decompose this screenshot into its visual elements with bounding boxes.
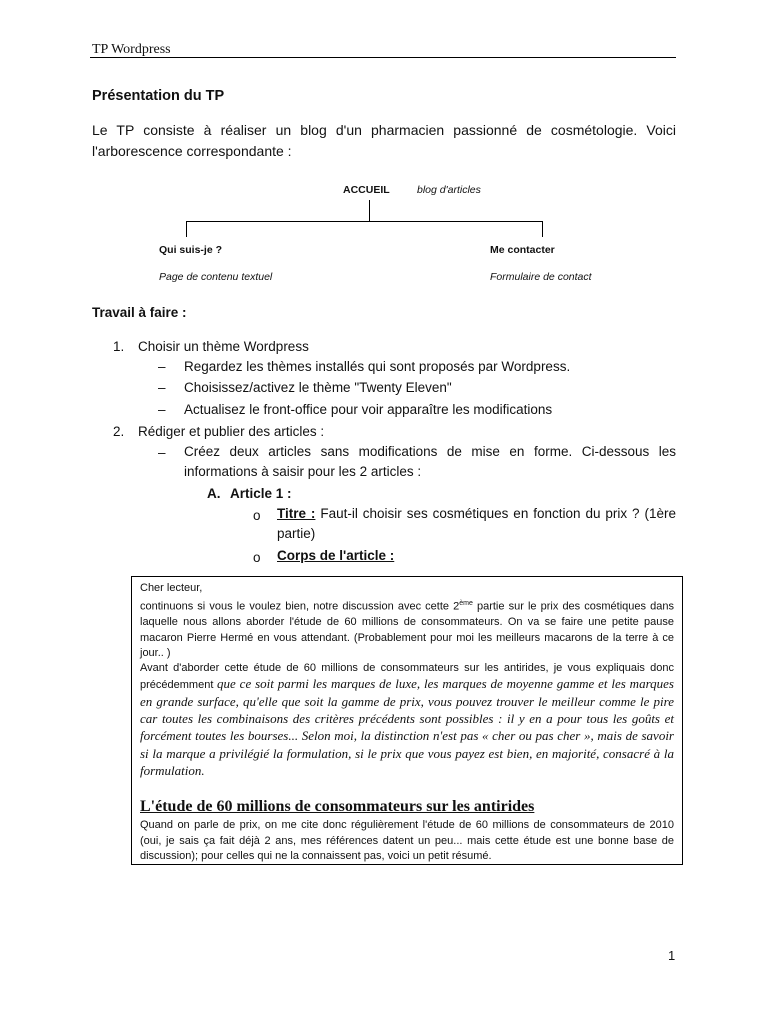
article-title-line (277, 504, 676, 544)
tree-node-label-contact: Me contacter (490, 244, 555, 256)
tree-connector-left (186, 221, 187, 237)
subtask-text: Actualisez le front-office pour voir apparaître les modifications (184, 402, 553, 417)
task-number: 2. (113, 424, 125, 439)
article-label: Article 1 : (230, 486, 292, 501)
circle-bullet: o (253, 508, 261, 523)
subtask-text: Regardez les thèmes installés qui sont proposés par Wordpress. (184, 359, 571, 374)
dash-bullet: – (158, 380, 166, 395)
header-title: TP Wordpress (92, 42, 171, 57)
tree-connector-root (369, 200, 370, 221)
task-number: 1. (113, 339, 125, 354)
header-rule (90, 57, 676, 58)
task-text: Rédiger et publier des articles : (138, 424, 325, 439)
dash-bullet: – (158, 402, 166, 417)
dash-bullet: – (158, 359, 166, 374)
article-paragraph-2: Avant d'aborder cette étude de 60 millions de consommateurs sur les antirides, je vous expliquais donc précédemment que ce soit parmi les marques de luxe, les marques de moyenne gamme et les marques en grande surface, qu'elle que soit la gamme de prix, vous pouvez trouver le meilleur comme le pire car toutes les combinaisons des critères précédents sont possibles : il y en a pour tous les goûts et forcément toutes les bourses... Selon moi, la distinction n'est pas « cher ou pas cher », mais de savoir si la marque a privilégié la formulation, si le prix que vous payez est bien, en majorité, consacré à la formulation. (140, 662, 674, 778)
tree-node-desc-whoami: Page de contenu textuel (159, 271, 273, 283)
tree-connector-right (542, 221, 543, 237)
tree-root-label: ACCUEIL (343, 184, 390, 196)
circle-bullet: o (253, 550, 261, 565)
corps-label: Corps de l'article : (277, 548, 395, 563)
subtask-text: Choisissez/activez le thème "Twenty Eleven" (184, 380, 452, 395)
section-title: Présentation du TP (92, 88, 225, 104)
intro-paragraph: Le TP consiste à réaliser un blog d'un pharmacien passionné de cosmétologie. Voici l'arborescence correspondante : (92, 122, 676, 159)
task-text: Choisir un thème Wordpress (138, 339, 309, 354)
titre-label: Titre : (277, 506, 316, 521)
tree-node-desc-contact: Formulaire de contact (490, 271, 592, 283)
article-paragraph-3: Quand on parle de prix, on me cite donc régulièrement l'étude de 60 millions de consommateurs de 2010 (oui, je sais ça fait déjà 2 ans, mes références datent un peu... mais cette étude est une bonne base de discussion); pour celles qui ne la connaissent pas, voici un petit résumé. (140, 819, 674, 862)
tree-root-desc: blog d'articles (417, 184, 481, 196)
article-body-box (131, 576, 683, 865)
work-title: Travail à faire : (92, 305, 187, 320)
article-greeting: Cher lecteur, (140, 582, 203, 594)
subtask-text: Créez deux articles sans modifications de mise en forme. Ci-dessous les informations à saisir pour les 2 articles : (184, 444, 676, 479)
dash-bullet: – (158, 445, 166, 460)
article-subheading: L'étude de 60 millions de consommateurs sur les antirides (140, 798, 535, 816)
article-paragraph-1: continuons si vous le voulez bien, notre discussion avec cette 2ème partie sur le prix des cosmétiques dans laquelle nous allons aborder l'étude de 60 millions de consommateurs. On va se faire une petite pause macaron Pierre Hermé en vous attendant. (Probablement pour moi les meilleurs macarons de la terre à ce jour.. ) (140, 600, 674, 659)
titre-text: Faut-il choisir ses cosmétiques en fonction du prix ? (1ère partie) (277, 506, 676, 541)
page-number: 1 (668, 948, 676, 963)
tree-connector-horizontal (186, 221, 543, 222)
tree-node-label-whoami: Qui suis-je ? (159, 244, 223, 256)
article-letter: A. (207, 486, 221, 501)
